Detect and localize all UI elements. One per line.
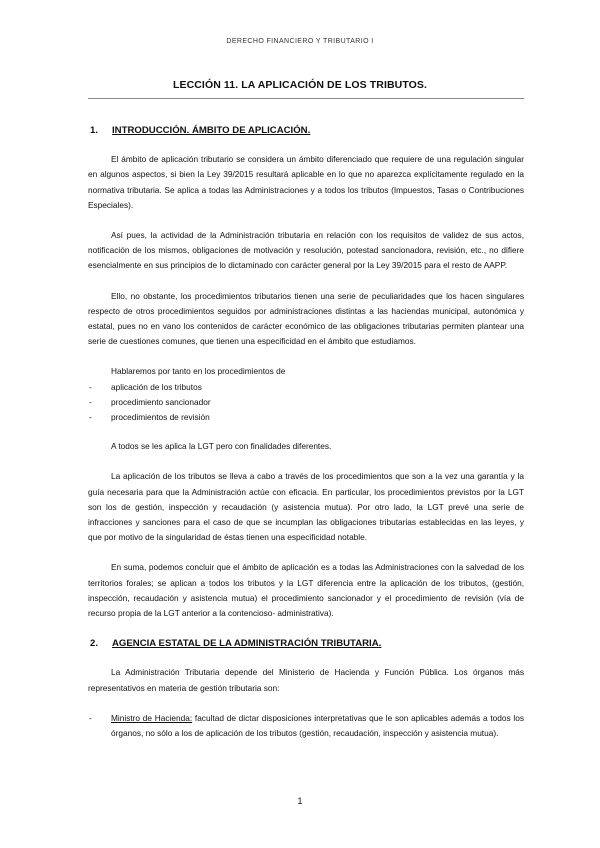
paragraph: La Administración Tributaria depende del Ministerio de Hacienda y Función Pública. Los órganos más representativos en materia de gestión tributaria son: (88, 667, 524, 693)
definition-text: facultad de dictar disposiciones interpretativas que le son aplicables además a todos los órganos, no sólo a los de aplicación de los tributos (gestión, recaudación, inspección y asistencia mutua). (111, 712, 524, 739)
section-number: 2. (90, 638, 99, 650)
section-title: AGENCIA ESTATAL DE LA ADMINISTRACIÓN TRIBUTARIA. (112, 638, 382, 650)
list-item: - procedimiento sancionador (88, 395, 524, 410)
list-item: - aplicación de los tributos (88, 380, 524, 395)
document-body (88, 118, 524, 741)
section-heading-1 (88, 123, 524, 138)
list-intro: Hablaremos por tanto en los procedimientos de (111, 366, 286, 377)
organs-list (88, 711, 524, 741)
paragraph: El ámbito de aplicación tributario se considera un ámbito diferenciado que requiere de una regulación singular en algunos aspectos, si bien la Ley 39/2015 resultará aplicable en lo que no aparezca explícitamente regulado en la normativa tributaria. Se aplica a todas las Administraciones y a todos los tributos (Impuestos, Tasas o Contribuciones Especiales). (88, 154, 524, 210)
page-number: 1 (297, 796, 303, 806)
title-divider (88, 98, 524, 99)
running-header: DERECHO FINANCIERO Y TRIBUTARIO I (226, 38, 374, 45)
definition-item (88, 711, 524, 741)
section-heading-2 (88, 636, 524, 651)
section-number: 1. (90, 125, 99, 136)
paragraph: Ello, no obstante, los procedimientos tributarios tienen una serie de peculiaridades que los hacen singulares respecto de otros procedimientos seguidos por administraciones distintas a las haciendas municipal, autonómica y estatal, pues no en vano los contenidos de carácter económico de las obligaciones tributarias permiten plantear una serie de cuestiones comunes, que tienen una especificidad en el ámbito que estudiamos. (88, 290, 524, 347)
paragraph: En suma, podemos concluir que el ámbito de aplicación es a todas las Administraciones con la salvedad de los territorios forales; se aplican a todos los tributos y la LGT diferencia entre la aplicación de los tributos, (gestión, inspección, recaudación y asistencia mutua) el procedimiento sancionador y el procedimiento de revisión (vía de recurso propia de la LGT anterior a la contencioso- administrativa). (88, 562, 524, 619)
paragraph: La aplicación de los tributos se lleva a cabo a través de los procedimientos que son a la vez una garantía y la guía necesaria para que la Administración actúe con eficacia. En particular, los procedimientos previstos por la LGT son los de gestión, inspección y recaudación (y asistencia mutua). Por otro lado, la LGT prevé una serie de infracciones y sanciones para el caso de que se incumplan las obligaciones tributarias establecidas en las leyes, y que por motivo de la singularidad de éstas tienen una especificidad notable. (88, 471, 524, 543)
list-item: - procedimientos de revisión (88, 410, 524, 425)
paragraph: A todos se les aplica la LGT pero con finalidades diferentes. (111, 441, 332, 452)
paragraph: Así pues, la actividad de la Administración tributaria en relación con los requisitos de validez de sus actos, notificación de los mismos, obligaciones de motivación y resolución, potestad sancionadora, revisión, etc., no difiere esencialmente en sus principios de lo dictaminado con carácter general por la Ley 39/2015 para el resto de AAPP. (88, 230, 524, 271)
procedures-list (88, 380, 524, 426)
definition-term: Ministro de Hacienda: (111, 712, 193, 723)
section-title: INTRODUCCIÓN. ÁMBITO DE APLICACIÓN. (112, 125, 311, 136)
lesson-title: LECCIÓN 11. LA APLICACIÓN DE LOS TRIBUTOS. (172, 79, 428, 91)
